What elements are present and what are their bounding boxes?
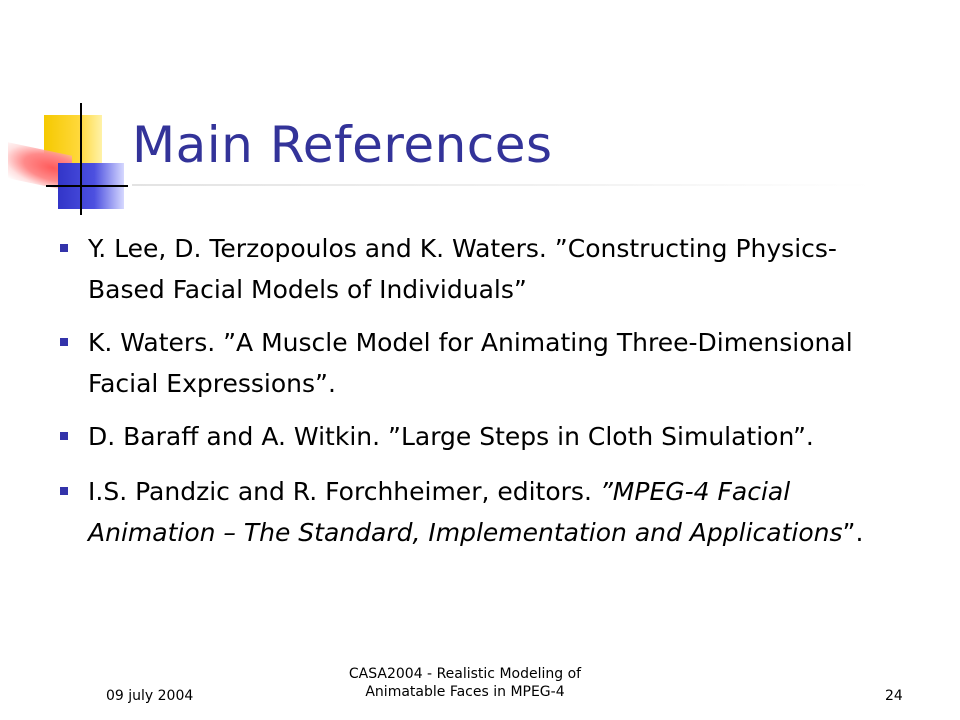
reference-item xyxy=(60,322,910,404)
reference-book-title: ”MPEG-4 Facial Animation – The Standard, Implementation and Applications xyxy=(88,477,843,547)
square-bullet-icon xyxy=(60,487,68,495)
footer-date: 09 july 2004 xyxy=(106,688,194,704)
slide-title: Main References xyxy=(132,116,553,174)
reference-tail: ”. xyxy=(842,518,864,547)
title-underline xyxy=(132,184,872,186)
reference-text: D. Baraff and A. Witkin. ”Large Steps in Cloth Simulation”. xyxy=(88,422,814,451)
reference-item xyxy=(60,471,910,553)
reference-authors: I.S. Pandzic and R. Forchheimer, editors. xyxy=(88,477,600,506)
logo-horizontal-line xyxy=(46,185,128,187)
reference-text xyxy=(88,471,910,553)
footer-title-line1: CASA2004 - Realistic Modeling of xyxy=(348,666,582,682)
reference-text: K. Waters. ”A Muscle Model for Animating Three-Dimensional Facial Expressions”. xyxy=(88,328,853,398)
decorative-corner-squares-icon xyxy=(0,95,140,225)
reference-text: Y. Lee, D. Terzopoulos and K. Waters. ”Constructing Physics-Based Facial Models of Individuals” xyxy=(88,234,837,304)
logo-vertical-line xyxy=(80,103,82,215)
page-number: 24 xyxy=(885,688,903,704)
reference-list xyxy=(60,228,910,565)
square-bullet-icon xyxy=(60,338,68,346)
footer-title-line2: Animatable Faces in MPEG-4 xyxy=(365,684,565,700)
square-bullet-icon xyxy=(60,432,68,440)
reference-item xyxy=(60,416,910,457)
square-bullet-icon xyxy=(60,244,68,252)
reference-item xyxy=(60,228,910,310)
footer-title xyxy=(330,665,600,701)
